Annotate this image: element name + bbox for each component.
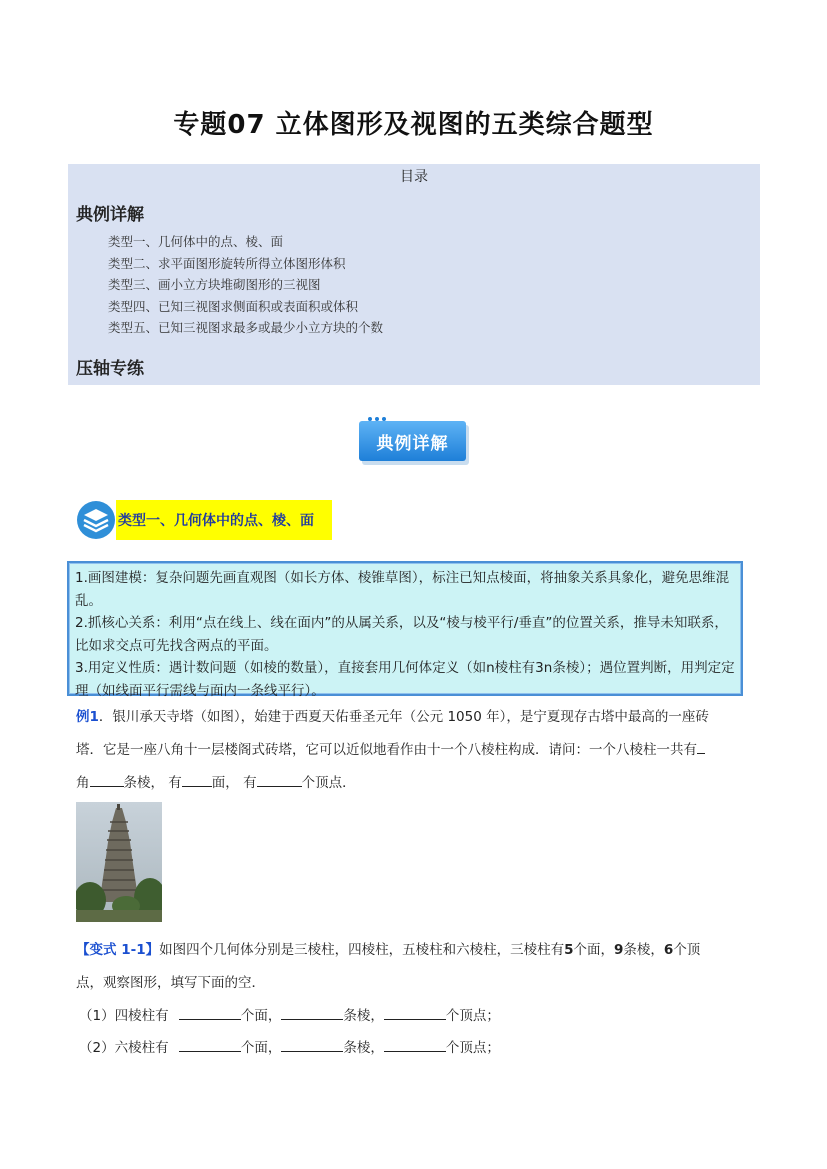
tip-item: 1.画图建模：复杂问题先画直观图（如长方体、棱锥草图），标注已知点棱面，将抽象关系具象化，避免思维混乱。 [75,570,730,609]
question-1 [79,1004,500,1024]
variant-1-1-line2: 点，观察图形，填写下面的空． [76,975,265,991]
question-text: 个顶点； [445,1040,500,1056]
question-text: 条棱， [343,1008,384,1024]
question-text: 个面， [240,1008,282,1024]
question-text: 个面， [240,1040,282,1056]
answer-blank[interactable] [257,772,302,787]
toc-item[interactable]: 类型三、画小立方块堆砌图形的三视图 [108,277,321,292]
example-1-line3 [76,771,760,791]
toc-section-examples[interactable]: 典例详解 [76,205,144,225]
example-text: 塔．它是一座八角十一层楼阁式砖塔，它可以近似地看作由十一个八棱柱构成．请问：一个八棱柱一共有 [76,742,697,758]
example-1-line2 [76,738,760,758]
answer-blank[interactable] [384,1005,446,1020]
variant-number: 5 [564,942,574,958]
answer-blank[interactable] [281,1037,343,1052]
pagoda-photo [76,802,162,922]
tips-box [67,561,743,699]
toc-section-exercises[interactable]: 压轴专练 [76,359,144,379]
variant-text: 个顶 [673,942,701,958]
example-text: 角 [76,775,90,791]
example-1-line1 [76,705,760,725]
toc-item[interactable]: 类型五、已知三视图求最多或最少小立方块的个数 [108,320,384,335]
example-text: 条棱， 有 [123,775,182,791]
toc-item[interactable]: 类型四、已知三视图求侧面积或表面积或体积 [108,298,359,314]
variant-text: 个面， [573,942,614,958]
answer-blank[interactable] [179,1005,241,1020]
stack-layers-icon [76,500,116,540]
variant-number: 6 [663,942,674,958]
toc-list [108,231,383,339]
answer-blank[interactable] [179,1037,241,1052]
answer-blank[interactable] [281,1005,343,1020]
variant-text: 如图四个几何体分别是三棱柱，四棱柱，五棱柱和六棱柱，三棱柱有 [159,942,565,958]
section-banner: 典例详解 [359,421,466,461]
answer-blank[interactable] [697,739,705,754]
question-2 [79,1036,500,1056]
tip-item: 2.抓核心关系：利用“点在线上、线在面内”的从属关系，以及“棱与棱平行/垂直”的位置关系，推导未知联系，比如求交点可先找含两点的平面。 [75,615,728,654]
type-one-header: 类型一、几何体中的点、棱、面 [116,500,332,540]
example-text: 个顶点． [301,775,356,791]
table-of-contents [68,164,760,385]
page-title: 专题07 立体图形及视图的五类综合题型 [173,110,654,140]
example-text: ．银川承天寺塔（如图），始建于西夏天佑垂圣元年（公元 1050 年），是宁夏现存古塔中最高的一座砖 [98,709,709,725]
toc-item[interactable]: 类型二、求平面图形旋转所得立体图形体积 [108,255,346,271]
example-text: 面， 有 [211,775,257,791]
tip-item: 3.用定义性质：遇计数问题（如棱的数量），直接套用几何体定义（如n棱柱有3n条棱）；遇位置判断，用判定定理（如线面平行需线与面内一条线平行）。 [75,660,735,699]
question-text: 条棱， [343,1040,384,1056]
variant-1-1-line1 [76,938,760,958]
question-text: 个顶点； [445,1008,500,1024]
example-label: 例1 [76,709,99,725]
question-text: （2）六棱柱有 [79,1040,169,1056]
toc-heading: 目录 [400,169,428,185]
answer-blank[interactable] [90,772,124,787]
variant-text: 条棱， [623,942,664,958]
variant-label: 【变式 1-1】 [76,942,160,958]
variant-number: 9 [614,942,624,958]
answer-blank[interactable] [384,1037,446,1052]
answer-blank[interactable] [182,772,212,787]
toc-item[interactable]: 类型一、几何体中的点、棱、面 [108,234,284,249]
question-text: （1）四棱柱有 [79,1008,169,1024]
